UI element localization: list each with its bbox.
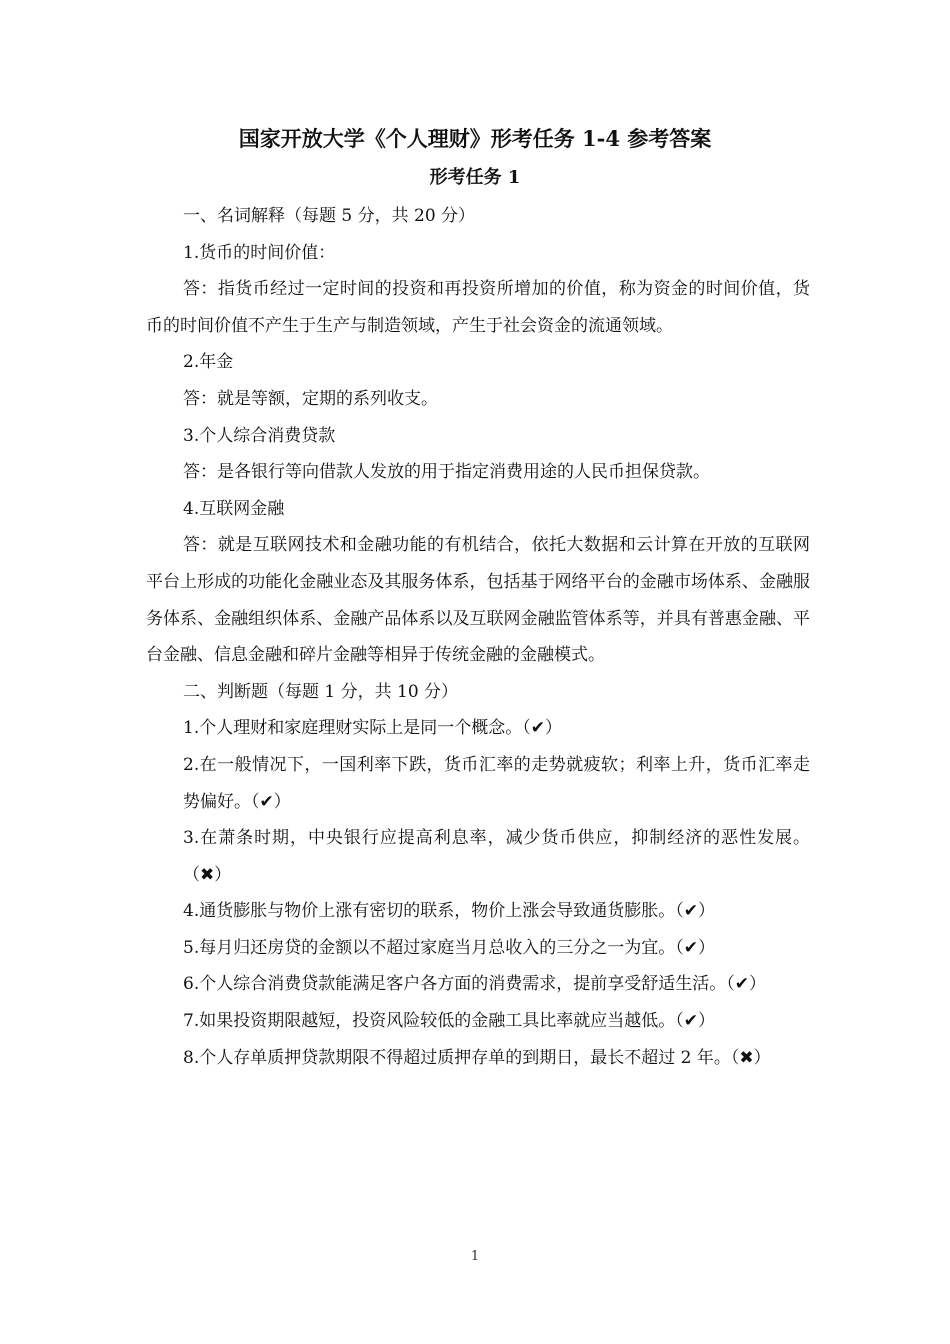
term-answer: 答：就是等额，定期的系列收支。 xyxy=(183,388,438,409)
task-subtitle: 形考任务 1 xyxy=(429,167,521,188)
check-mark-icon: ✔ xyxy=(734,974,749,995)
judgment-item xyxy=(146,966,810,1003)
judgment-close: ） xyxy=(273,791,291,812)
judgment-item xyxy=(146,1003,810,1040)
check-mark-icon: ✔ xyxy=(530,718,545,739)
page-number: 1 xyxy=(470,1249,480,1264)
judgment-text: 6.个人综合消费贷款能满足客户各方面的消费需求，提前享受舒适生活。（ xyxy=(183,974,735,995)
section-heading-true-false: 二、判断题（每题 1 分，共 10 分） xyxy=(183,681,459,702)
judgment-item xyxy=(146,710,810,747)
term-answer: 答：就是互联网技术和金融功能的有机结合，依托大数据和云计算在开放的互联网平台上形成的功能化金融业态及其服务体系，包括基于网络平台的金融市场体系、金融服务体系、金融组织体系、金融产品体系以及互联网金融监管体系等，并具有普惠金融、平台金融、信息金融和碎片金融等相异于传统金融的金融模式。 xyxy=(146,535,810,666)
judgment-close: ） xyxy=(697,1011,715,1032)
section-heading-terms: 一、名词解释（每题 5 分，共 20 分） xyxy=(183,206,476,226)
judgment-close: ） xyxy=(753,1047,771,1068)
term-title: 1.货币的时间价值： xyxy=(183,242,336,263)
judgment-text: 3.在萧条时期，中央银行应提高利息率，减少货币供应，抑制经济的恶性发展。（ xyxy=(183,828,810,885)
judgment-close: ） xyxy=(544,718,562,739)
judgment-item xyxy=(146,930,810,967)
judgment-item xyxy=(146,820,810,893)
judgment-close: ） xyxy=(214,864,232,885)
judgment-item xyxy=(146,1040,810,1077)
judgment-close: ） xyxy=(697,901,715,922)
cross-mark-icon: ✖ xyxy=(739,1047,754,1068)
cross-mark-icon: ✖ xyxy=(200,864,215,885)
judgment-text: 8.个人存单质押贷款期限不得超过质押存单的到期日，最长不超过 2 年。（ xyxy=(183,1047,740,1068)
term-title: 4.互联网金融 xyxy=(183,498,285,519)
term-answer: 答：指货币经过一定时间的投资和再投资所增加的价值，称为资金的时间价值，货币的时间价值不产生于生产与制造领域，产生于社会资金的流通领域。 xyxy=(146,279,810,336)
term-title: 2.年金 xyxy=(183,352,234,373)
check-mark-icon: ✔ xyxy=(683,901,698,922)
judgment-item xyxy=(146,893,810,930)
document-title: 国家开放大学《个人理财》形考任务 1-4 参考答案 xyxy=(238,126,712,151)
judgment-text: 5.每月归还房贷的金额以不超过家庭当月总收入的三分之一为宜。（ xyxy=(183,937,684,958)
judgment-item xyxy=(146,747,810,820)
term-title: 3.个人综合消费贷款 xyxy=(183,425,336,446)
judgment-text: 2.在一般情况下，一国利率下跌，货币汇率的走势就疲软；利率上升，货币汇率走势偏好。（ xyxy=(183,754,810,812)
check-mark-icon: ✔ xyxy=(259,791,274,812)
judgment-text: 4.通货膨胀与物价上涨有密切的联系，物价上涨会导致通货膨胀。（ xyxy=(183,901,684,922)
judgment-text: 7.如果投资期限越短，投资风险较低的金融工具比率就应当越低。（ xyxy=(183,1011,684,1032)
judgment-close: ） xyxy=(697,937,715,958)
check-mark-icon: ✔ xyxy=(683,1011,698,1032)
judgment-close: ） xyxy=(748,974,766,995)
check-mark-icon: ✔ xyxy=(683,937,698,958)
judgment-text: 1.个人理财和家庭理财实际上是同一个概念。（ xyxy=(183,718,531,739)
document-body xyxy=(146,198,810,1076)
term-answer: 答：是各银行等向借款人发放的用于指定消费用途的人民币担保贷款。 xyxy=(183,462,710,483)
